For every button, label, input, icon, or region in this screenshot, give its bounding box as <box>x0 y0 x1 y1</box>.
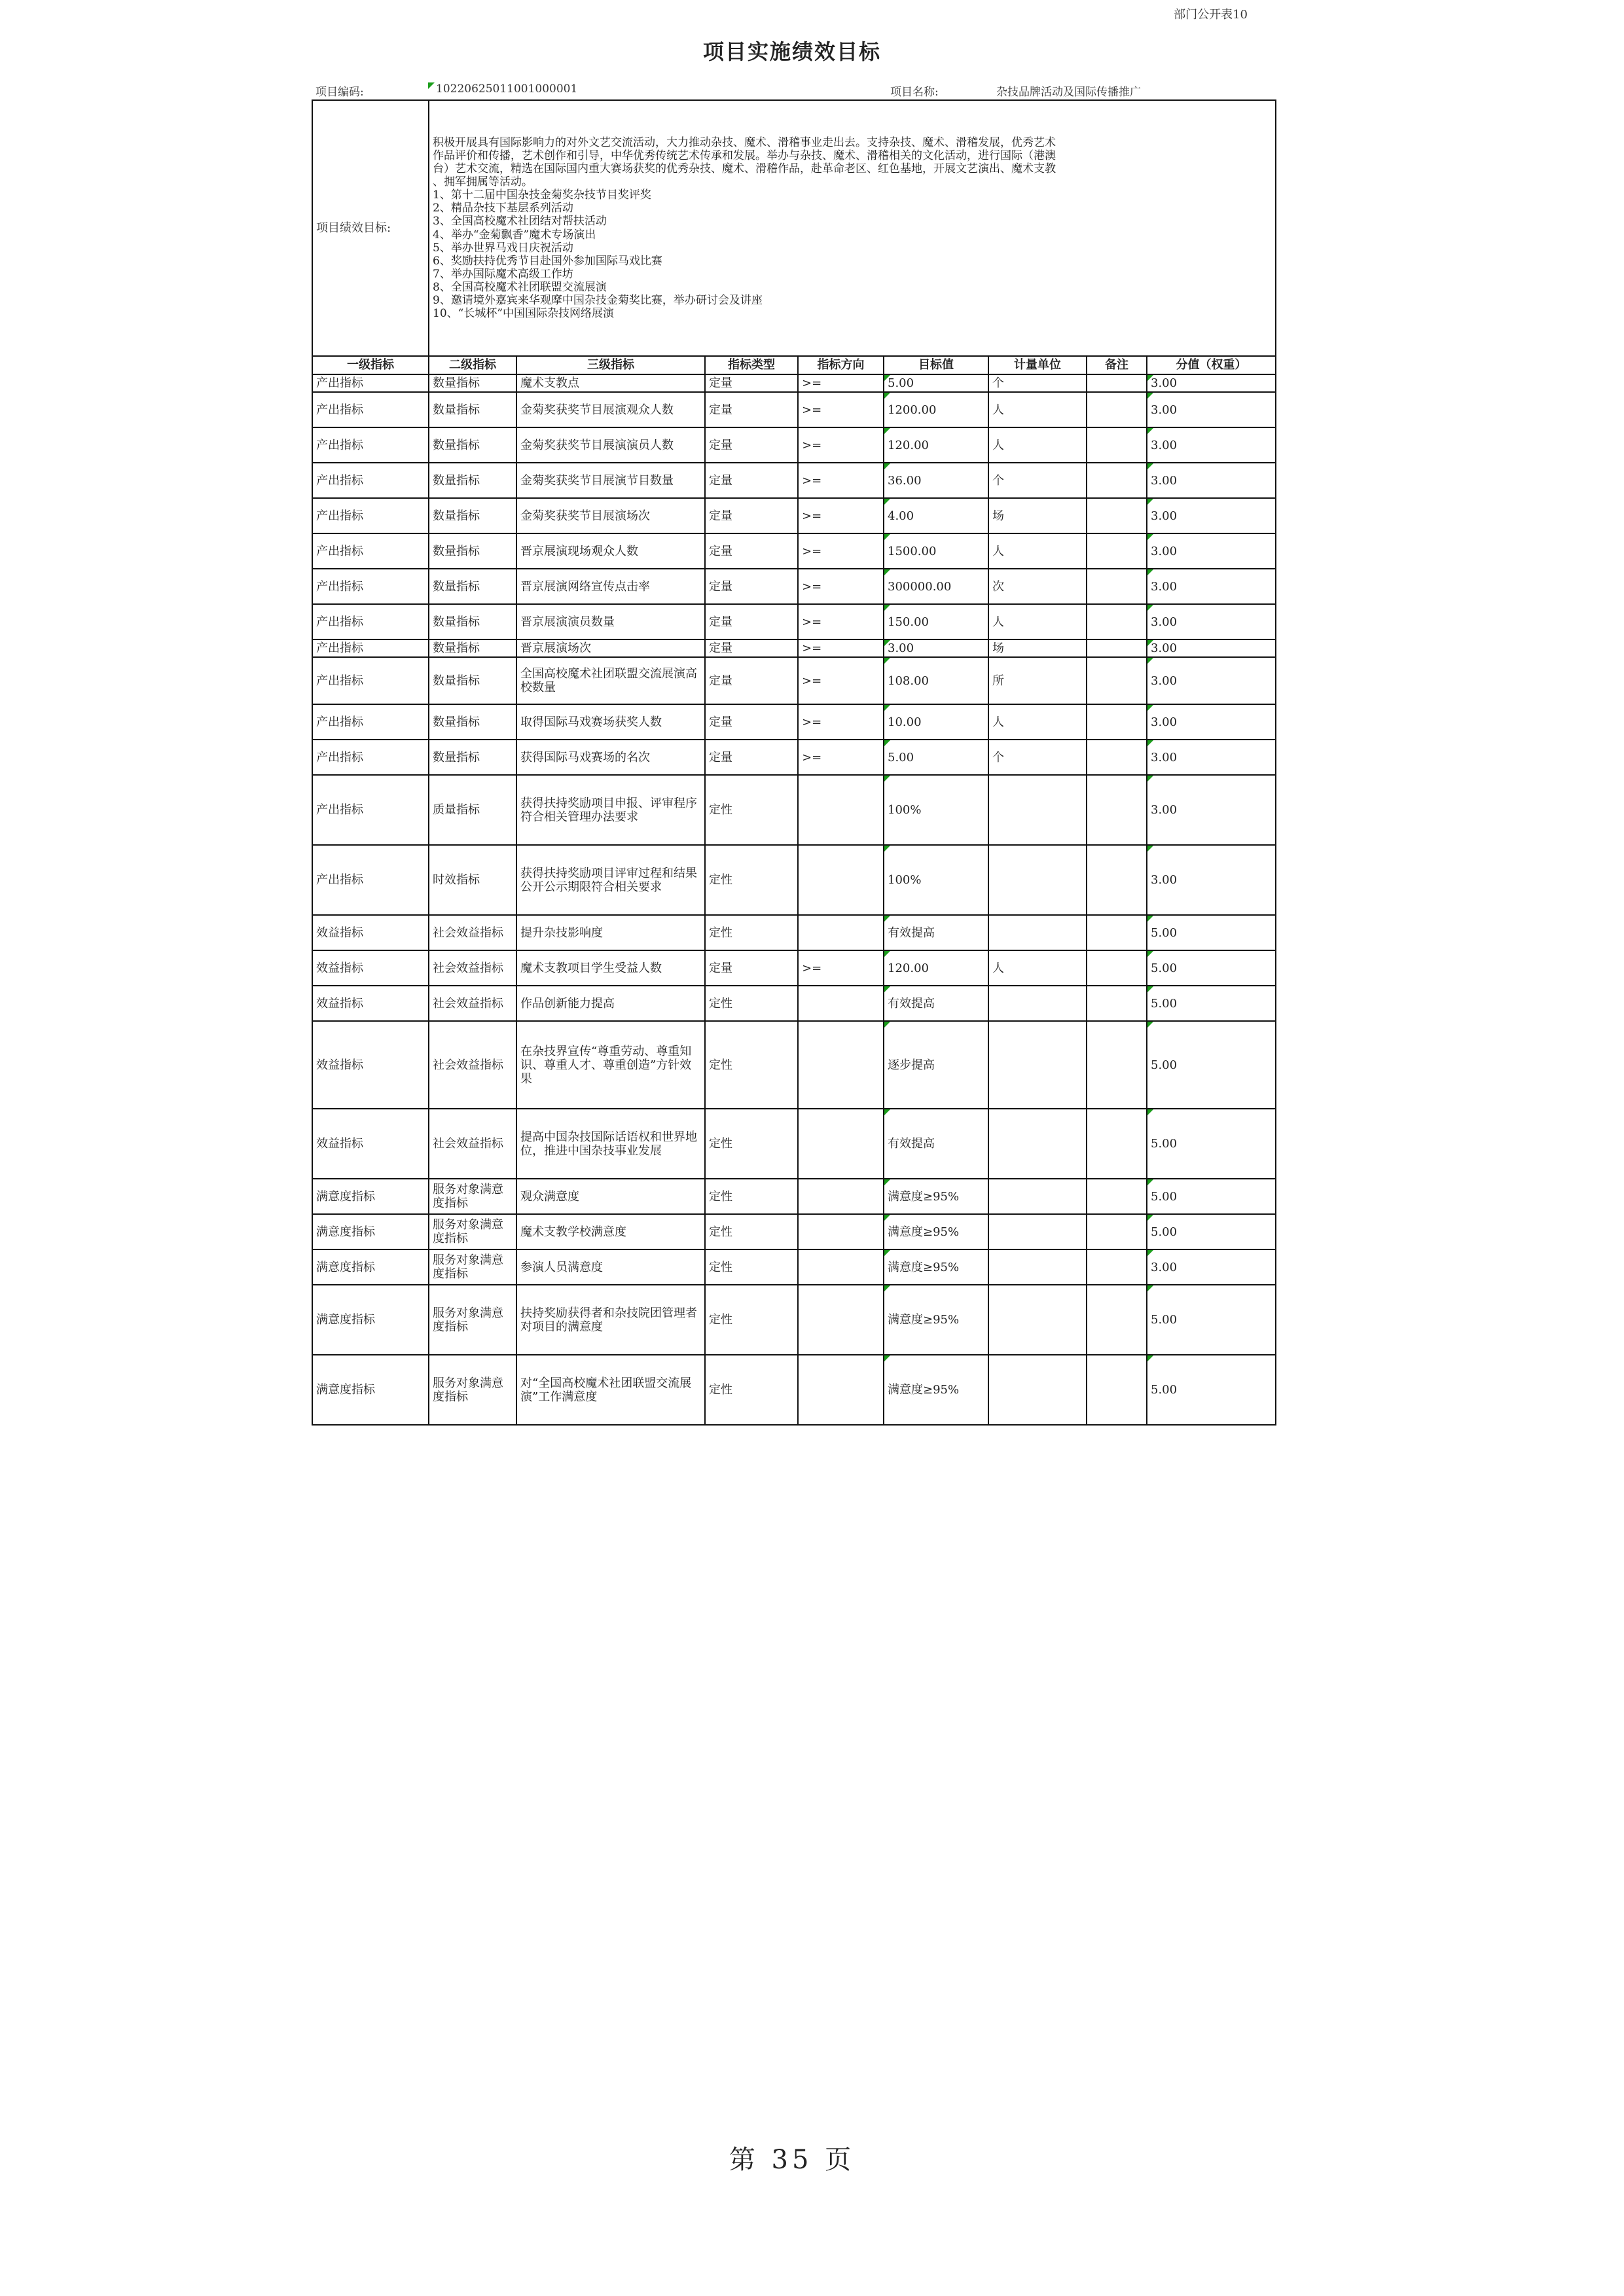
note-cell <box>1087 950 1147 986</box>
type-cell: 定量 <box>705 569 798 604</box>
level1-cell: 产出指标 <box>312 657 429 704</box>
score-cell: 5.00 <box>1147 1179 1276 1214</box>
note-cell <box>1087 604 1147 639</box>
note-cell <box>1087 533 1147 569</box>
level3-cell: 取得国际马戏赛场获奖人数 <box>516 704 705 740</box>
table-row <box>312 986 1276 1021</box>
unit-cell: 人 <box>988 604 1087 639</box>
score-cell: 3.00 <box>1147 845 1276 915</box>
column-header: 备注 <box>1087 356 1147 374</box>
table-row <box>312 427 1276 463</box>
table-row <box>312 533 1276 569</box>
unit-cell <box>988 1109 1087 1179</box>
type-cell: 定量 <box>705 604 798 639</box>
target-cell: 满意度≥95% <box>884 1249 988 1285</box>
target-cell: 逐步提高 <box>884 1021 988 1109</box>
target-cell: 300000.00 <box>884 569 988 604</box>
type-cell: 定性 <box>705 986 798 1021</box>
direction-cell <box>798 1179 884 1214</box>
target-cell: 36.00 <box>884 463 988 498</box>
level2-cell: 社会效益指标 <box>429 1109 516 1179</box>
project-code: 10220625011001000001 <box>428 82 577 96</box>
note-cell <box>1087 392 1147 427</box>
column-header: 指标方向 <box>798 356 884 374</box>
page-title: 项目实施绩效目标 <box>702 39 881 64</box>
target-cell: 100% <box>884 775 988 845</box>
goal-line: 台）艺术交流，精选在国际国内重大赛场获奖的优秀杂技、魔术、滑稽作品，赴革命老区、红色基地，开展文艺演出、魔术支教 <box>433 162 1056 176</box>
direction-cell: >= <box>798 950 884 986</box>
unit-cell <box>988 775 1087 845</box>
type-cell: 定量 <box>705 533 798 569</box>
direction-cell <box>798 1109 884 1179</box>
target-cell: 120.00 <box>884 427 988 463</box>
unit-cell <box>988 1285 1087 1355</box>
note-cell <box>1087 498 1147 533</box>
direction-cell <box>798 1249 884 1285</box>
project-code-label: 项目编码: <box>316 86 364 99</box>
type-cell: 定性 <box>705 1021 798 1109</box>
unit-cell <box>988 986 1087 1021</box>
target-cell: 150.00 <box>884 604 988 639</box>
type-cell: 定性 <box>705 1285 798 1355</box>
target-cell: 3.00 <box>884 639 988 657</box>
table-row <box>312 1021 1276 1109</box>
target-cell: 5.00 <box>884 374 988 392</box>
level2-cell: 数量指标 <box>429 392 516 427</box>
target-cell: 有效提高 <box>884 1109 988 1179</box>
unit-cell: 个 <box>988 374 1087 392</box>
direction-cell <box>798 775 884 845</box>
direction-cell <box>798 1285 884 1355</box>
type-cell: 定性 <box>705 845 798 915</box>
goal-text <box>429 100 1276 356</box>
goal-line: 积极开展具有国际影响力的对外文艺交流活动，大力推动杂技、魔术、滑稽事业走出去。支持杂技、魔术、滑稽发展，优秀艺术 <box>433 136 1056 150</box>
note-cell <box>1087 1285 1147 1355</box>
level1-cell: 产出指标 <box>312 498 429 533</box>
unit-cell: 所 <box>988 657 1087 704</box>
level2-cell: 时效指标 <box>429 845 516 915</box>
level2-cell: 服务对象满意度指标 <box>429 1285 516 1355</box>
level2-cell: 数量指标 <box>429 427 516 463</box>
table-row <box>312 498 1276 533</box>
level3-cell: 魔术支教学校满意度 <box>516 1214 705 1249</box>
page-number: 第 35 页 <box>729 2145 856 2175</box>
score-cell: 5.00 <box>1147 1285 1276 1355</box>
score-cell: 3.00 <box>1147 374 1276 392</box>
table-row <box>312 639 1276 657</box>
level3-cell: 参演人员满意度 <box>516 1249 705 1285</box>
level3-cell: 金菊奖获奖节目展演节目数量 <box>516 463 705 498</box>
note-cell <box>1087 569 1147 604</box>
unit-cell: 人 <box>988 704 1087 740</box>
direction-cell <box>798 915 884 950</box>
type-cell: 定性 <box>705 1109 798 1179</box>
table-row <box>312 1109 1276 1179</box>
table-row <box>312 463 1276 498</box>
score-cell: 5.00 <box>1147 1021 1276 1109</box>
goal-line: 、拥军拥属等活动。 <box>433 175 533 189</box>
unit-cell <box>988 1021 1087 1109</box>
level1-cell: 产出指标 <box>312 374 429 392</box>
performance-table <box>312 99 1276 1426</box>
note-cell <box>1087 427 1147 463</box>
column-header: 目标值 <box>884 356 988 374</box>
header-row <box>312 356 1276 374</box>
column-header: 计量单位 <box>988 356 1087 374</box>
unit-cell <box>988 1355 1087 1425</box>
goal-line: 5、举办世界马戏日庆祝活动 <box>433 241 573 255</box>
level3-cell: 在杂技界宣传“尊重劳动、尊重知识、尊重人才、尊重创造”方针效果 <box>516 1021 705 1109</box>
score-cell: 3.00 <box>1147 775 1276 845</box>
level3-cell: 晋京展演场次 <box>516 639 705 657</box>
level3-cell: 获得扶持奖励项目申报、评审程序符合相关管理办法要求 <box>516 775 705 845</box>
note-cell <box>1087 704 1147 740</box>
table-row <box>312 915 1276 950</box>
level2-cell: 服务对象满意度指标 <box>429 1355 516 1425</box>
table-row <box>312 1355 1276 1425</box>
score-cell: 3.00 <box>1147 463 1276 498</box>
score-cell: 5.00 <box>1147 1214 1276 1249</box>
unit-cell: 个 <box>988 463 1087 498</box>
level1-cell: 产出指标 <box>312 845 429 915</box>
unit-cell: 人 <box>988 533 1087 569</box>
target-cell: 5.00 <box>884 740 988 775</box>
level2-cell: 数量指标 <box>429 740 516 775</box>
unit-cell <box>988 1179 1087 1214</box>
project-name-label: 项目名称: <box>890 86 939 99</box>
table-row <box>312 704 1276 740</box>
score-cell: 3.00 <box>1147 569 1276 604</box>
note-cell <box>1087 1214 1147 1249</box>
level1-cell: 产出指标 <box>312 604 429 639</box>
type-cell: 定量 <box>705 950 798 986</box>
level2-cell: 服务对象满意度指标 <box>429 1179 516 1214</box>
note-cell <box>1087 1109 1147 1179</box>
unit-cell: 场 <box>988 639 1087 657</box>
level2-cell: 社会效益指标 <box>429 986 516 1021</box>
score-cell: 3.00 <box>1147 392 1276 427</box>
unit-cell: 人 <box>988 392 1087 427</box>
note-cell <box>1087 986 1147 1021</box>
level2-cell: 数量指标 <box>429 533 516 569</box>
target-cell: 4.00 <box>884 498 988 533</box>
goal-line: 8、全国高校魔术社团联盟交流展演 <box>433 280 607 294</box>
direction-cell: >= <box>798 740 884 775</box>
direction-cell: >= <box>798 604 884 639</box>
level1-cell: 产出指标 <box>312 775 429 845</box>
unit-cell: 场 <box>988 498 1087 533</box>
table-row <box>312 1214 1276 1249</box>
note-cell <box>1087 639 1147 657</box>
target-cell: 108.00 <box>884 657 988 704</box>
unit-cell: 次 <box>988 569 1087 604</box>
score-cell: 3.00 <box>1147 498 1276 533</box>
form-number: 部门公开表10 <box>1174 8 1248 22</box>
note-cell <box>1087 374 1147 392</box>
level3-cell: 获得扶持奖励项目评审过程和结果公开公示期限符合相关要求 <box>516 845 705 915</box>
level1-cell: 效益指标 <box>312 1109 429 1179</box>
level3-cell: 金菊奖获奖节目展演场次 <box>516 498 705 533</box>
target-cell: 满意度≥95% <box>884 1355 988 1425</box>
direction-cell: >= <box>798 392 884 427</box>
table-row <box>312 604 1276 639</box>
goal-line: 9、邀请境外嘉宾来华观摩中国杂技金菊奖比赛，举办研讨会及讲座 <box>433 293 763 307</box>
level2-cell: 数量指标 <box>429 657 516 704</box>
goal-line: 2、精品杂技下基层系列活动 <box>433 202 573 215</box>
type-cell: 定量 <box>705 498 798 533</box>
note-cell <box>1087 1021 1147 1109</box>
direction-cell: >= <box>798 533 884 569</box>
column-header: 三级指标 <box>516 356 705 374</box>
direction-cell <box>798 1021 884 1109</box>
level1-cell: 满意度指标 <box>312 1249 429 1285</box>
green-marker-icon <box>428 82 435 89</box>
level3-cell: 魔术支教点 <box>516 374 705 392</box>
level2-cell: 数量指标 <box>429 569 516 604</box>
goal-line: 7、举办国际魔术高级工作坊 <box>433 267 573 281</box>
score-cell: 3.00 <box>1147 657 1276 704</box>
type-cell: 定量 <box>705 740 798 775</box>
direction-cell: >= <box>798 569 884 604</box>
level2-cell: 数量指标 <box>429 704 516 740</box>
level1-cell: 产出指标 <box>312 740 429 775</box>
score-cell: 3.00 <box>1147 704 1276 740</box>
level3-cell: 晋京展演演员数量 <box>516 604 705 639</box>
target-cell: 10.00 <box>884 704 988 740</box>
score-cell: 3.00 <box>1147 604 1276 639</box>
unit-cell <box>988 1249 1087 1285</box>
level3-cell: 魔术支教项目学生受益人数 <box>516 950 705 986</box>
level3-cell: 晋京展演网络宣传点击率 <box>516 569 705 604</box>
level2-cell: 数量指标 <box>429 374 516 392</box>
table-row <box>312 740 1276 775</box>
project-name: 杂技品牌活动及国际传播推广 <box>996 86 1141 99</box>
goal-line: 4、举办“金菊飘香”魔术专场演出 <box>433 228 596 242</box>
type-cell: 定量 <box>705 374 798 392</box>
table-row <box>312 392 1276 427</box>
level3-cell: 获得国际马戏赛场的名次 <box>516 740 705 775</box>
table-row <box>312 569 1276 604</box>
direction-cell: >= <box>798 463 884 498</box>
level3-cell: 提升杂技影响度 <box>516 915 705 950</box>
level3-cell: 作品创新能力提高 <box>516 986 705 1021</box>
level2-cell: 数量指标 <box>429 498 516 533</box>
level1-cell: 产出指标 <box>312 639 429 657</box>
score-cell: 5.00 <box>1147 950 1276 986</box>
score-cell: 3.00 <box>1147 1249 1276 1285</box>
type-cell: 定性 <box>705 1355 798 1425</box>
column-header: 分值（权重） <box>1147 356 1276 374</box>
unit-cell <box>988 845 1087 915</box>
level3-cell: 观众满意度 <box>516 1179 705 1214</box>
direction-cell <box>798 845 884 915</box>
column-header: 二级指标 <box>429 356 516 374</box>
unit-cell: 人 <box>988 950 1087 986</box>
level2-cell: 社会效益指标 <box>429 1021 516 1109</box>
level2-cell: 服务对象满意度指标 <box>429 1249 516 1285</box>
type-cell: 定性 <box>705 1214 798 1249</box>
direction-cell: >= <box>798 704 884 740</box>
goal-row <box>312 100 1276 356</box>
target-cell: 有效提高 <box>884 986 988 1021</box>
level2-cell: 服务对象满意度指标 <box>429 1214 516 1249</box>
table-body <box>312 100 1276 1425</box>
level1-cell: 效益指标 <box>312 986 429 1021</box>
level1-cell: 产出指标 <box>312 569 429 604</box>
target-cell: 满意度≥95% <box>884 1179 988 1214</box>
column-header: 一级指标 <box>312 356 429 374</box>
goal-line: 10、“长城杯”中国国际杂技网络展演 <box>433 306 615 320</box>
level1-cell: 产出指标 <box>312 463 429 498</box>
level2-cell: 数量指标 <box>429 604 516 639</box>
target-cell: 1200.00 <box>884 392 988 427</box>
score-cell: 3.00 <box>1147 639 1276 657</box>
type-cell: 定量 <box>705 463 798 498</box>
note-cell <box>1087 1249 1147 1285</box>
level1-cell: 产出指标 <box>312 392 429 427</box>
target-cell: 1500.00 <box>884 533 988 569</box>
type-cell: 定性 <box>705 775 798 845</box>
note-cell <box>1087 463 1147 498</box>
table-row <box>312 374 1276 392</box>
score-cell: 3.00 <box>1147 427 1276 463</box>
level3-cell: 提高中国杂技国际话语权和世界地位，推进中国杂技事业发展 <box>516 1109 705 1179</box>
table-row <box>312 775 1276 845</box>
goal-line: 作品评价和传播，艺术创作和引导，中华优秀传统艺术传承和发展。举办与杂技、魔术、滑稽相关的文化活动，进行国际（港澳 <box>433 149 1056 163</box>
type-cell: 定性 <box>705 915 798 950</box>
direction-cell: >= <box>798 374 884 392</box>
target-cell: 有效提高 <box>884 915 988 950</box>
note-cell <box>1087 775 1147 845</box>
level1-cell: 效益指标 <box>312 915 429 950</box>
score-cell: 5.00 <box>1147 915 1276 950</box>
target-cell: 120.00 <box>884 950 988 986</box>
level3-cell: 对“全国高校魔术社团联盟交流展演”工作满意度 <box>516 1355 705 1425</box>
level1-cell: 产出指标 <box>312 704 429 740</box>
level1-cell: 产出指标 <box>312 427 429 463</box>
level2-cell: 社会效益指标 <box>429 950 516 986</box>
direction-cell: >= <box>798 498 884 533</box>
level1-cell: 效益指标 <box>312 1021 429 1109</box>
unit-cell <box>988 1214 1087 1249</box>
direction-cell: >= <box>798 657 884 704</box>
level1-cell: 满意度指标 <box>312 1285 429 1355</box>
score-cell: 5.00 <box>1147 986 1276 1021</box>
level1-cell: 效益指标 <box>312 950 429 986</box>
level1-cell: 产出指标 <box>312 533 429 569</box>
note-cell <box>1087 845 1147 915</box>
level3-cell: 扶持奖励获得者和杂技院团管理者对项目的满意度 <box>516 1285 705 1355</box>
note-cell <box>1087 915 1147 950</box>
note-cell <box>1087 657 1147 704</box>
score-cell: 3.00 <box>1147 740 1276 775</box>
level2-cell: 数量指标 <box>429 639 516 657</box>
direction-cell: >= <box>798 639 884 657</box>
goal-line: 6、奖励扶持优秀节目赴国外参加国际马戏比赛 <box>433 254 662 268</box>
level3-cell: 金菊奖获奖节目展演演员人数 <box>516 427 705 463</box>
direction-cell <box>798 1214 884 1249</box>
target-cell: 100% <box>884 845 988 915</box>
table-row <box>312 657 1276 704</box>
type-cell: 定量 <box>705 392 798 427</box>
unit-cell <box>988 915 1087 950</box>
goal-line: 3、全国高校魔术社团结对帮扶活动 <box>433 215 607 228</box>
level1-cell: 满意度指标 <box>312 1179 429 1214</box>
level2-cell: 质量指标 <box>429 775 516 845</box>
type-cell: 定性 <box>705 1249 798 1285</box>
unit-cell: 个 <box>988 740 1087 775</box>
goal-line: 1、第十二届中国杂技金菊奖杂技节目奖评奖 <box>433 188 651 202</box>
table-row <box>312 950 1276 986</box>
score-cell: 3.00 <box>1147 533 1276 569</box>
direction-cell <box>798 1355 884 1425</box>
target-cell: 满意度≥95% <box>884 1214 988 1249</box>
table-row <box>312 1249 1276 1285</box>
note-cell <box>1087 1355 1147 1425</box>
level2-cell: 社会效益指标 <box>429 915 516 950</box>
direction-cell: >= <box>798 427 884 463</box>
level3-cell: 金菊奖获奖节目展演观众人数 <box>516 392 705 427</box>
level3-cell: 晋京展演现场观众人数 <box>516 533 705 569</box>
direction-cell <box>798 986 884 1021</box>
level1-cell: 满意度指标 <box>312 1214 429 1249</box>
type-cell: 定量 <box>705 704 798 740</box>
score-cell: 5.00 <box>1147 1355 1276 1425</box>
level2-cell: 数量指标 <box>429 463 516 498</box>
score-cell: 5.00 <box>1147 1109 1276 1179</box>
unit-cell: 人 <box>988 427 1087 463</box>
target-cell: 满意度≥95% <box>884 1285 988 1355</box>
type-cell: 定量 <box>705 639 798 657</box>
level1-cell: 满意度指标 <box>312 1355 429 1425</box>
type-cell: 定量 <box>705 657 798 704</box>
table-row <box>312 1285 1276 1355</box>
note-cell <box>1087 740 1147 775</box>
table-row <box>312 845 1276 915</box>
goal-label: 项目绩效目标: <box>312 100 429 356</box>
table-row <box>312 1179 1276 1214</box>
note-cell <box>1087 1179 1147 1214</box>
level3-cell: 全国高校魔术社团联盟交流展演高校数量 <box>516 657 705 704</box>
type-cell: 定性 <box>705 1179 798 1214</box>
column-header: 指标类型 <box>705 356 798 374</box>
type-cell: 定量 <box>705 427 798 463</box>
project-info <box>313 82 1275 99</box>
